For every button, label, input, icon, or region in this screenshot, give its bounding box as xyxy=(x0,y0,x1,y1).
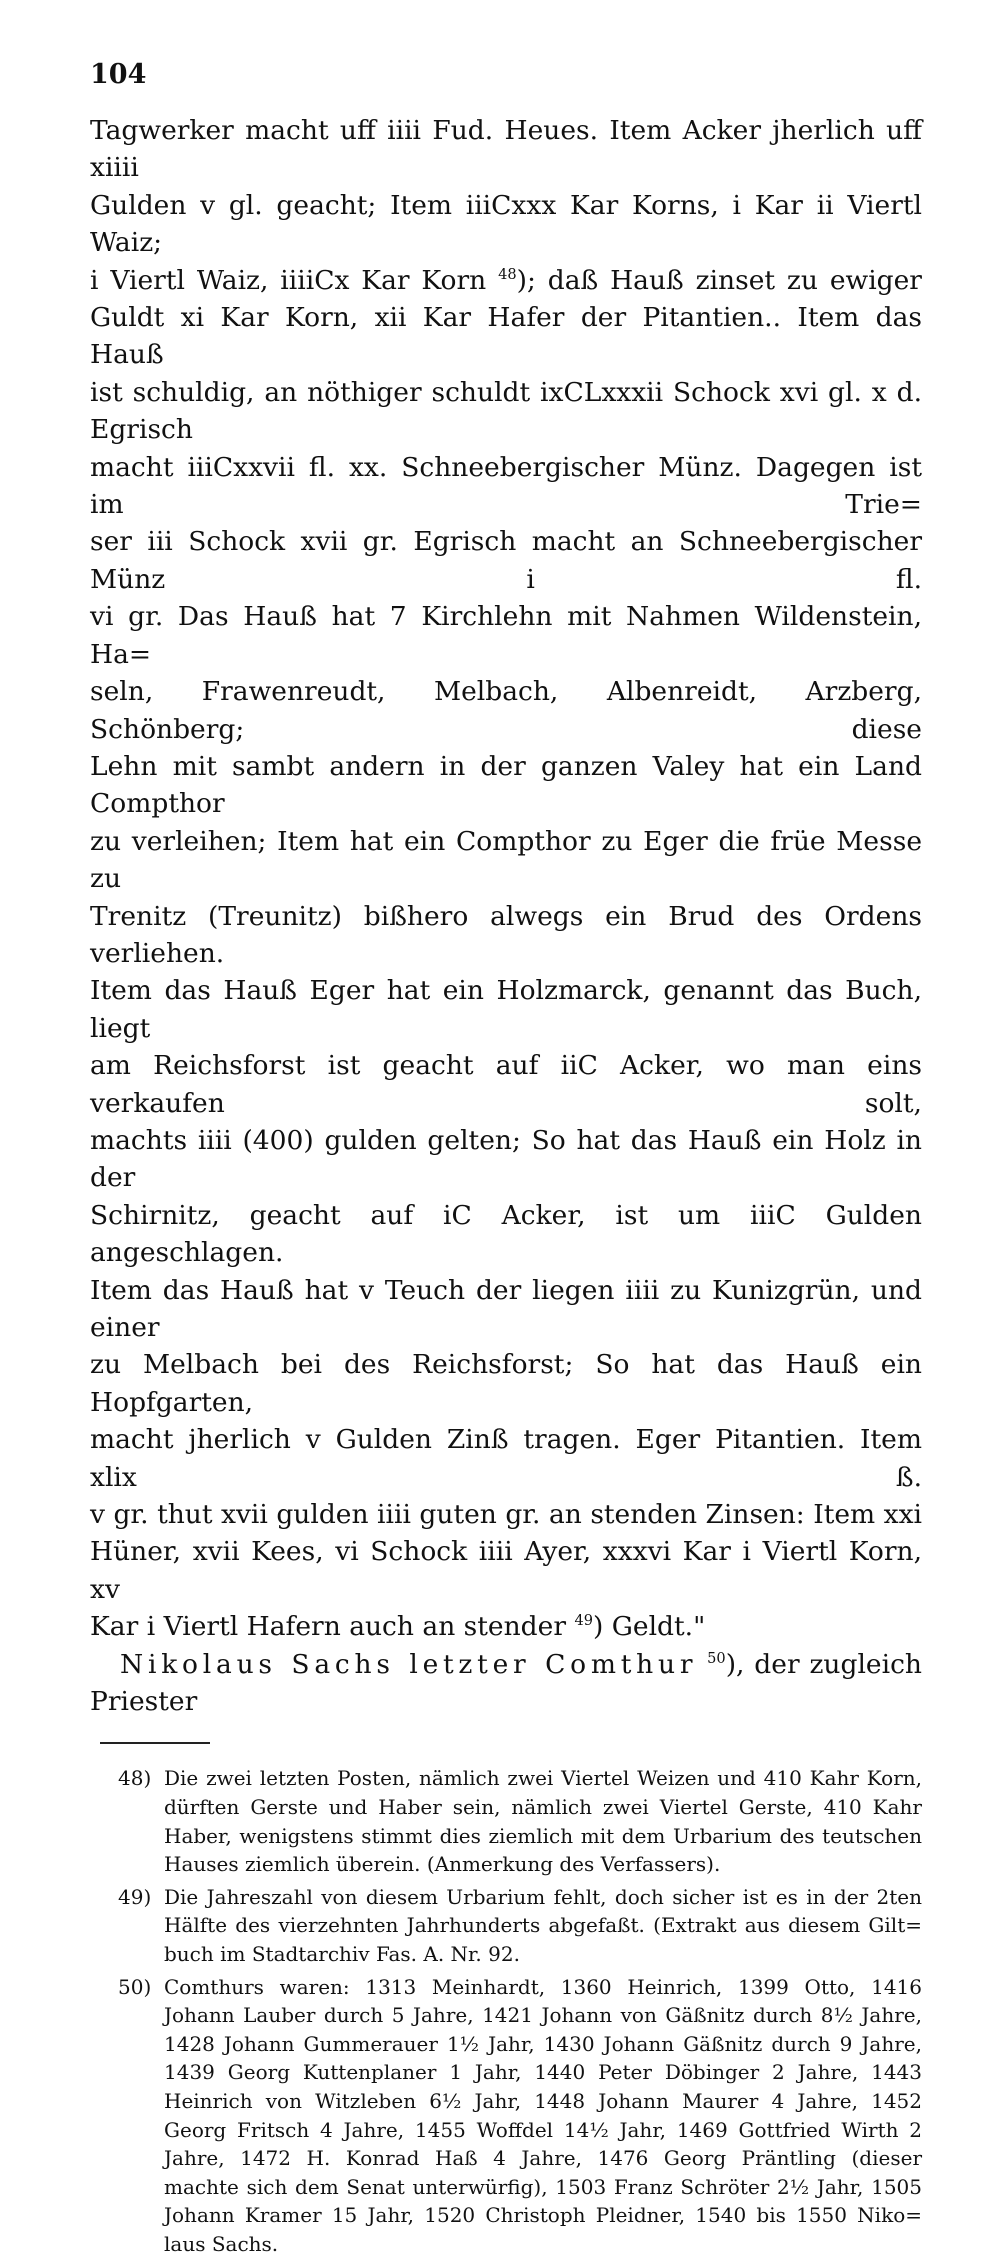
text-line: am Reichsforst ist geacht auf iiC Acker, wo man eins verkaufen solt, xyxy=(90,1050,922,1119)
text-line xyxy=(90,1608,922,1645)
footnote-line: Georg Fritsch 4 Jahre, 1455 Woffdel 14½ Jahr, 1469 Gottfried Wirth 2 xyxy=(164,2117,922,2142)
footnote-number: 50) xyxy=(118,1974,152,1999)
text-line: v gr. thut xvii gulden iiii guten gr. an stenden Zinsen: Item xxi xyxy=(90,1499,922,1531)
footnote-line: buch im Stadtarchiv Fas. A. Nr. 92. xyxy=(164,1942,520,1967)
text-line: Gulden v gl. geacht; Item iiiCxxx Kar Korns, i Kar ii Viertl Waiz; xyxy=(90,189,922,259)
footnote-number: 49) xyxy=(118,1884,152,1909)
text-line: ser iii Schock xvii gr. Egrisch macht an Schneebergischer Münz i fl. xyxy=(90,526,922,595)
footnote-line: dürften Gerste und Haber sein, nämlich zwei Viertel Gerste, 410 Kahr xyxy=(164,1795,922,1820)
text-segment: Kar i Viertl Hafern auch an stender xyxy=(90,1611,566,1643)
footnote-line: Die Jahreszahl von diesem Urbarium fehlt, doch sicher ist es in der 2ten xyxy=(164,1884,922,1909)
footnote-49 xyxy=(118,1883,922,1969)
footnote-line: laus Sachs. xyxy=(164,2231,279,2256)
footnote-line: Comthurs waren: 1313 Meinhardt, 1360 Heinrich, 1399 Otto, 1416 xyxy=(164,1974,922,1999)
text-line: ist schuldig, an nöthiger schuldt ixCLxxxii Schock xvi gl. x d. Egrisch xyxy=(90,376,922,446)
text-line: Hüner, xvii Kees, vi Schock iiii Ayer, xxxvi Kar i Viertl Korn, xv xyxy=(90,1536,922,1605)
text-line: macht iiiCxxvii fl. xx. Schneebergischer Münz. Dagegen ist im Trie= xyxy=(90,451,922,521)
footnote-ref: 50 xyxy=(707,1649,726,1667)
footnote-line: machte sich dem Senat unterwürfig), 1503 Franz Schröter 2½ Jahr, 1505 xyxy=(164,2174,922,2199)
text-line: vi gr. Das Hauß hat 7 Kirchlehn mit Nahmen Wildenstein, Ha= xyxy=(90,601,922,670)
text-line: Guldt xi Kar Korn, xii Kar Hafer der Pitantien.. Item das Hauß xyxy=(90,302,922,371)
text-segment: ) Geldt." xyxy=(592,1611,706,1643)
footnote-line: Die zwei letzten Posten, nämlich zwei Viertel Weizen und 410 Kahr Korn, xyxy=(164,1766,922,1791)
text-line: Item das Hauß hat v Teuch der liegen iiii zu Kunizgrün, und einer xyxy=(90,1274,922,1343)
footnote-50 xyxy=(118,1973,922,2259)
text-line: seln, Frawenreudt, Melbach, Albenreidt, Arzberg, Schönberg; diese xyxy=(90,676,922,745)
footnote-line: Hälfte des vierzehnten Jahrhunderts abgefaßt. (Extrakt aus diesem Gilt= xyxy=(164,1913,922,1938)
text-line: zu verleihen; Item hat ein Compthor zu Eger die früe Messe zu xyxy=(90,825,922,895)
text-segment: Nikolaus Sachs letzter Comthur xyxy=(120,1648,698,1680)
text-line xyxy=(90,1646,922,1721)
text-line: Schirnitz, geacht auf iC Acker, ist um iiiC Gulden angeschlagen. xyxy=(90,1199,922,1269)
footnote-number: 48) xyxy=(118,1766,152,1791)
text-line: zu Melbach bei des Reichsforst; So hat das Hauß ein Hopfgarten, xyxy=(90,1349,922,1418)
footnote-divider xyxy=(100,1742,210,1744)
text-segment: ), der zugleich Priester xyxy=(90,1648,922,1718)
text-line: Tagwerker macht uff iiii Fud. Heues. Item Acker jherlich uff xiiii xyxy=(90,115,922,184)
text-line xyxy=(90,262,922,299)
footnote-48 xyxy=(118,1764,922,1878)
text-line: Lehn mit sambt andern in der ganzen Valey hat ein Land Compthor xyxy=(90,750,922,820)
text-segment: i Viertl Waiz, iiiiCx Kar Korn xyxy=(90,264,487,296)
footnote-line: 1439 Georg Kuttenplaner 1 Jahr, 1440 Peter Döbinger 2 Jahre, 1443 xyxy=(164,2060,922,2085)
footnote-ref: 49 xyxy=(574,1612,593,1630)
text-segment: ); daß Hauß zinset zu ewiger xyxy=(516,264,922,296)
footnote-line: Johann Kramer 15 Jahr, 1520 Christoph Pleidner, 1540 bis 1550 Niko= xyxy=(164,2203,922,2228)
footnote-line: Jahre, 1472 H. Konrad Haß 4 Jahre, 1476 Georg Präntling (dieser xyxy=(164,2146,922,2171)
text-line: macht jherlich v Gulden Zinß tragen. Eger Pitantien. Item xlix ß. xyxy=(90,1424,922,1493)
text-line: machts iiii (400) gulden gelten; So hat das Hauß ein Holz in der xyxy=(90,1124,922,1194)
main-text xyxy=(90,112,922,1720)
footnotes xyxy=(90,1764,922,2258)
footnote-ref: 48 xyxy=(498,265,517,283)
page-number: 104 xyxy=(90,59,147,90)
footnote-line: 1428 Johann Gummerauer 1½ Jahr, 1430 Johann Gäßnitz durch 9 Jahre, xyxy=(164,2031,922,2056)
footnote-line: Johann Lauber durch 5 Jahre, 1421 Johann von Gäßnitz durch 8½ Jahre, xyxy=(164,2003,922,2028)
footnote-line: Haber, wenigstens stimmt dies ziemlich mit dem Urbarium des teutschen xyxy=(164,1823,922,1848)
footnote-line: Heinrich von Witzleben 6½ Jahr, 1448 Johann Maurer 4 Jahre, 1452 xyxy=(164,2089,922,2113)
footnote-line: Hauses ziemlich überein. (Anmerkung des Verfassers). xyxy=(164,1852,721,1877)
text-line: Trenitz (Treunitz) bißhero alwegs ein Brud des Ordens verliehen. xyxy=(90,900,922,969)
text-line: Item das Hauß Eger hat ein Holzmarck, genannt das Buch, liegt xyxy=(90,975,922,1044)
